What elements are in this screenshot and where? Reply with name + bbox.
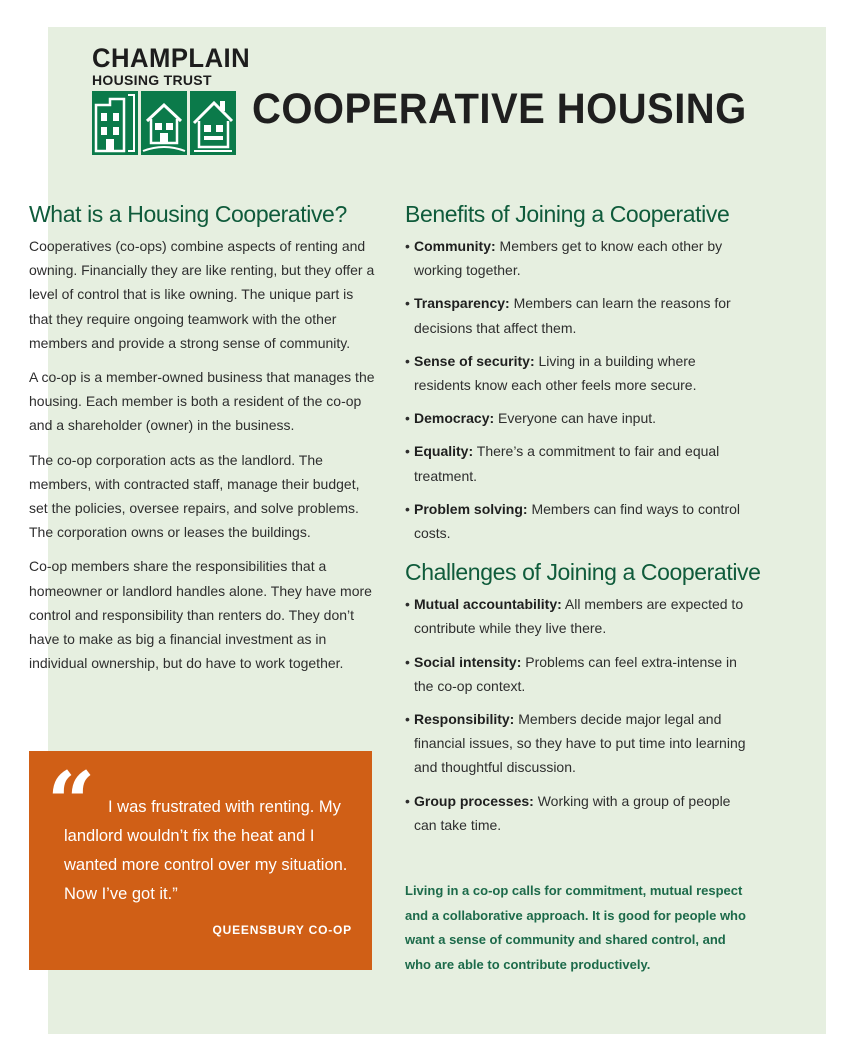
what-is-paragraph: The co-op corporation acts as the landlord. The members, with contracted staff, manage their budget, set the policies, oversee repairs, and solve problems. The corporation owns or leases the buildings.	[29, 451, 360, 541]
list-item-term: Transparency:	[414, 295, 510, 312]
benefits-heading: Benefits of Joining a Cooperative	[405, 201, 730, 227]
list-item-desc: All members are expected to contribute while they live there.	[414, 596, 744, 637]
what-is-section	[29, 200, 379, 675]
benefits-list	[405, 234, 750, 545]
logo-wordmark-champlain: CHAMPLAIN	[92, 43, 251, 73]
list-item-desc: Working with a group of people can take time.	[414, 792, 731, 833]
list-item	[405, 650, 750, 698]
list-item	[405, 707, 750, 780]
list-item-term: Democracy:	[414, 410, 495, 427]
what-is-paragraph: A co-op is a member-owned business that manages the housing. Each member is both a resident of the co-op and a shareholder (owner) in the business.	[29, 369, 375, 434]
challenges-list	[405, 592, 750, 837]
list-item-desc: Members decide major legal and financial issues, so they have to put time into learning and thoughtful discussion.	[414, 711, 746, 776]
house-tile-icon	[141, 91, 187, 155]
list-item	[405, 497, 750, 545]
list-item-term: Group processes:	[414, 792, 534, 809]
list-item-desc: Everyone can have input.	[494, 410, 657, 427]
list-item-term: Sense of security:	[414, 352, 535, 369]
list-item	[405, 291, 750, 339]
testimonial-quote-box	[29, 751, 372, 970]
what-is-paragraph: Co-op members share the responsibilities that a homeowner or landlord handles alone. They have more control and responsibility than renters do. They don’t have to make as big a financial investment as in individual ownership, but do have to work together.	[29, 558, 372, 672]
list-item	[405, 592, 750, 640]
testimonial-text: I was frustrated with renting. My landlord wouldn’t fix the heat and I wanted more control over my situation. Now I’ve got it.”	[64, 798, 348, 903]
list-item-desc: Members can find ways to control costs.	[414, 500, 740, 542]
cottage-tile-icon	[190, 91, 236, 155]
list-item-desc: Members can learn the reasons for decisions that affect them.	[414, 295, 731, 336]
list-item-term: Equality:	[414, 443, 474, 460]
closing-statement: Living in a co-op calls for commitment, mutual respect and a collaborative approach. It is good for people who want a sense of community and shared control, and who are able to contribute productively.	[405, 883, 746, 972]
list-item-term: Social intensity:	[414, 653, 522, 670]
list-item	[405, 406, 750, 430]
list-item-desc: Members get to know each other by working together.	[414, 238, 723, 279]
logo-house-tiles	[92, 91, 237, 155]
list-item	[405, 789, 750, 837]
logo-wordmark-housing-trust: HOUSING TRUST	[92, 72, 212, 88]
list-item-term: Community:	[414, 238, 496, 254]
list-item-term: Problem solving:	[414, 500, 528, 517]
rowhouse-tile-icon	[92, 91, 138, 155]
list-item	[405, 439, 750, 487]
list-item-term: Responsibility:	[414, 711, 515, 728]
what-is-paragraph: Cooperatives (co-ops) combine aspects of renting and owning. Financially they are like renting, but they offer a level of control that is like owning. The unique part is that they require ongoing teamwork with the other members and provide a strong sense of community.	[29, 238, 375, 351]
quote-mark-icon: “	[47, 753, 96, 852]
list-item-desc: There’s a commitment to fair and equal treatment.	[414, 443, 720, 484]
benefits-challenges-section	[405, 200, 761, 846]
testimonial-attribution: QUEENSBURY CO-OP	[212, 923, 352, 937]
list-item	[405, 234, 750, 282]
list-item-term: Mutual accountability:	[414, 596, 562, 613]
list-item-desc: Living in a building where residents know each other feels more secure.	[414, 352, 697, 394]
list-item	[405, 349, 750, 397]
what-is-heading: What is a Housing Cooperative?	[29, 201, 347, 227]
document-title: COOPERATIVE HOUSING	[252, 85, 747, 133]
list-item-desc: Problems can feel extra-intense in the co-op context.	[414, 653, 737, 694]
champlain-housing-trust-logo	[92, 43, 251, 155]
challenges-heading: Challenges of Joining a Cooperative	[405, 559, 761, 586]
